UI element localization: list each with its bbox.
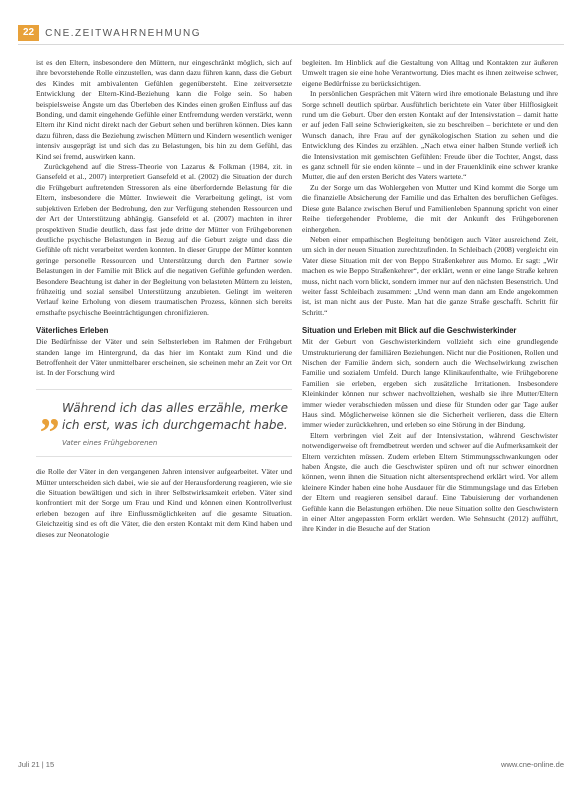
page-header (18, 22, 564, 44)
pull-quote (36, 389, 292, 457)
paragraph: Zu der Sorge um das Wohlergehen von Mutter und Kind kommt die Sorge um die finanzielle Absicherung der Familie und das Erhalten des beruflichen Gefüges. Diese gute Balance zwischen Beruf und Familienleben Spannung spricht von einer Reihe tiefergehender Probleme, die mit der Ankunft des Frühgeborenen einhergehen. (302, 182, 558, 234)
page-number: 22 (18, 25, 39, 41)
quote-source: Vater eines Frühgeborenen (62, 438, 158, 447)
right-column (302, 58, 558, 535)
paragraph: begleiten. Im Hinblick auf die Gestaltung von Alltag und Kontakten zur äußeren Umwelt tragen sie eine hohe Verantwortung. Dies macht es ihnen zeitweise schwer, eigene Bedürfnisse zu berücksichtigen. (302, 58, 558, 88)
paragraph: In persönlichen Gesprächen mit Vätern wird ihre emotionale Belastung und ihre Sorge schnell deutlich spürbar. Ausführlich berichtete ein Vater über Hilflosigkeit rund um die Geburt. Über den ersten Kontakt auf der Intensivstation – damit hatte er auf jeden Fall seine Schwierigkeiten, sie zu beschreiben – berichtete er und den Wunsch danach, ihre Frau auf der gynäkologischen Station zu sehen und die Entwicklung des Kindes zu erzählen. „Nach etwa einer halben Stunde verließ ich die Intensivstation mit gemischten Gefühlen: Freude über die Tochter, Angst, dass es ganz schnell für sie enden könnte – und in der Frauenklinik eine schwer kranke Mutter, die auf den ersten Bericht des Vaters wartete.“ (302, 89, 558, 182)
paragraph: Eltern verbringen viel Zeit auf der Intensivstation, während Geschwister notwendigerweise oft fremdbetreut werden und schwer auf die Aufmerksamkeit der Eltern verzichten müssen. Zudem erleben Eltern Stimmungsschwankungen oder haben Ängste, die auch die Geschwister spüren und oft nur schwer einordnen können, wenn ihnen die Situation nicht altersentsprechend erklärt wird. Vor allem kleinere Kinder haben eine hohe Ausdauer für die Stimmungslage und das Erleben der Eltern und reagieren sensibel darauf. Eine Tabuisierung der vorhandenen Gefühle kann die Belastungen erhöhen. Die neue Situation sollte den Geschwistern in einer Alter angepassten Form erklärt werden. Wie Sehnsucht (2012) aufführt, ihre Kinder in die Besuche auf der Station (302, 430, 558, 534)
issue-info: Juli 21 | 15 (18, 760, 55, 769)
paragraph: die Rolle der Väter in den vergangenen Jahren intensiver aufgearbeitet. Väter und Mütter unterscheiden sich dabei, wie sie auf der Herausforderung reagieren, wie sie die Situation bewältigen und sich in ihrer Selbstwirksamkeit erleben. Väter sind konfrontiert mit der Sorge um Frau und Kind und können einen Kontrollverlust erleben bezogen auf ihre Einflussmöglichkeiten auf die gesamte Situation. Gleichzeitig sind es oft die Väter, die den ersten Kontakt mit dem Kind haben und dieses zur Neonatologie (36, 467, 292, 539)
subheading: Väterliches Erleben (36, 326, 109, 336)
page-footer (18, 760, 564, 774)
website-link[interactable]: www.cne-online.de (501, 760, 564, 769)
paragraph: Die Bedürfnisse der Väter und sein Selbsterleben im Rahmen der Frühgeburt standen lange im Hintergrund, da das hier im Kontakt zum Kind und die Betroffenheit der Väter unmittelbarer erscheinen, sie scheinen mehr an Zeit vor Ort ist. In der Forschung wird (36, 337, 292, 378)
quote-mark-icon: „ (40, 388, 60, 434)
left-column (36, 58, 292, 540)
paragraph: Mit der Geburt von Geschwisterkindern vollzieht sich eine grundlegende Umstrukturierung der familiären Beziehungen. Nicht nur die Positionen, Rollen und Nischen der Familie ändern sich, sondern auch die Wechselwirkung zwischen Familie und sozialem Umfeld. Durch lange Klinikaufenthalte, wie Frühgeborene Familien sie erleben, ergeben sich zusätzliche Irritationen. Insbesondere Kleinkinder können nur schwer nachvollziehen, weshalb sie ihre Mutter/Eltern immer wieder verabschieden müssen und diese für Stunden oder gar Tage außer Haus sind. Möglicherweise können sie die Sicherheit verlieren, dass die Eltern immer wieder zurückkehren, und erleben so eine Störung in der Bindung. (302, 337, 558, 430)
paragraph: ist es den Eltern, insbesondere den Müttern, nur eingeschränkt möglich, sich auf ihre bevorstehende Rolle einzustellen, was dann dazu führen kann, dass die Geburt des Kindes mit ambivalenten Gefühlen gegenübersteht. Eine zeitversetzte Entwicklung der Eltern-Kind-Beziehung kann die Folge sein. So haben beispielsweise Ängste um das Überleben des Kindes einen großen Einfluss auf das Bonding, und damit eingehende Gefühle einer Entfremdung werden verstärkt, wenn Eltern ihr Kind nicht direkt nach der Geburt sehen und berühren können. Dies kann dazu führen, dass die Beziehung zwischen Müttern und Kindern wesentlich weniger intensiv ausgeprägt ist und sich das zu Belastungen, bis hin zu dem Gefühl, das Kind sei fremd, auswirken kann. (36, 58, 292, 161)
paragraph: Neben einer empathischen Begleitung benötigen auch Väter ausreichend Zeit, um sich in der neuen Situation zurechtzufinden. In Schleibach (2008) vergleicht ein Vater diese Situation mit der von Beppo Straßenkehrer aus Momo. Er sagt: „Wir machen es wie Beppo Straßenkehrer“, der erklärt, wenn er eine lange Straße kehren muss, nicht nach vorn blickt, sondern immer nur auf den nächsten Besenstrich. Und weiter fasst Schleibach zusammen: „Und wenn man dann am Ende angekommen ist, ist man nicht aus der Puste. Man hat die ganze Straße geschafft. Schritt für Schritt.“ (302, 234, 558, 317)
quote-text: Während ich das alles erzähle, merke ich erst, was ich durchgemacht habe. (62, 400, 288, 432)
section-title: CNE.ZEITWAHRNEHMUNG (45, 27, 202, 39)
header-divider (18, 44, 564, 45)
subheading: Situation und Erleben mit Blick auf die Geschwisterkinder (302, 326, 517, 336)
paragraph: Zurückgehend auf die Stress-Theorie von Lazarus & Folkman (1984, zit. in Gansefeld et al., 2007) interpretiert Gansefeld et al. (2002) die Situation der durch die Frühgeburt auftretenden Stressoren als eine überfordernde Belastung für die Eltern, insbesondere die Mütter. Inwieweit die Verarbeitung gelingt, ist vom subjektiven Erleben der Bedrohung, den zur Verfügung stehenden Ressourcen und der Art der Unterstützung abhängig. Gansefeld et al. (2007) machten in ihrer prospektiven Studie deutlich, dass fast jede dritte der Mütter von Frühgeborenen deutliche psychische Belastungen in Bezug auf die Geburt zeigte und dass die Gefühle oft nicht verarbeitet werden konnten. In dieser Gruppe der Mütter konnten geringe personelle Ressourcen und Unterstützung durch den Partner sowie Belastungen in der Familie mit Blick auf die negativen Gefühle gefunden werden. Besondere Beachtung ist daher in der Begleitung von belasteten Müttern zu leisten, frühzeitig und sozial sensibel Unterstützung anzubieten. Gelingt im weiteren Verlauf keine Erholung von diesem traumatischen Prozess, können sich bereits ernsthafte psychische Beeinträchtigungen chronifizieren. (36, 162, 292, 317)
